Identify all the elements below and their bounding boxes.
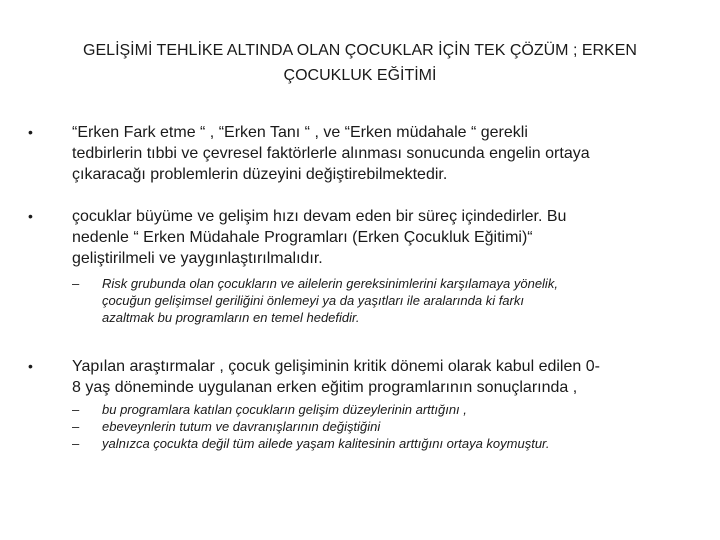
sub-bullet-item	[72, 275, 694, 326]
sub-bullet-item	[72, 401, 694, 418]
bullet-text-line: 8 yaş döneminde uygulanan erken eğitim programlarının sonuçlarında ,	[72, 379, 578, 396]
sub-bullet-text-line: yalnızca çocukta değil tüm ailede yaşam kalitesinin arttığını ortaya koymuştur.	[102, 436, 550, 451]
sub-bullet-text-line: çocuğun gelişimsel geriliğini önlemeyi ya da yaşıtları ile aralarında ki farkı	[102, 293, 524, 308]
bullet-marker: •	[28, 124, 33, 140]
bullet-item	[28, 206, 694, 269]
bullet-text-line: “Erken Fark etme “ , “Erken Tanı “ , ve “Erken müdahale “ gerekli	[72, 124, 528, 141]
sub-bullet-text-line: Risk grubunda olan çocukların ve ailelerin gereksinimlerini karşılamaya yönelik,	[102, 276, 558, 291]
bullet-marker: •	[28, 208, 33, 224]
slide-title-line-1: GELİŞİMİ TEHLİKE ALTINDA OLAN ÇOCUKLAR İÇİN TEK ÇÖZÜM ; ERKEN	[83, 42, 637, 59]
sub-bullet-item	[72, 435, 694, 452]
bullet-text-line: çıkaracağı problemlerin düzeyini değiştirebilmektedir.	[72, 166, 448, 183]
bullet-text-line: geliştirilmeli ve yaygınlaştırılmalıdır.	[72, 250, 323, 267]
bullet-text-line: çocuklar büyüme ve gelişim hızı devam eden bir süreç içindedirler. Bu	[72, 208, 567, 225]
sub-bullet-marker: –	[72, 402, 80, 417]
slide-title-line-2: ÇOCUKLUK EĞİTİMİ	[283, 67, 437, 84]
bullet-item	[28, 356, 694, 398]
sub-bullet-text-line: ebeveynlerin tutum ve davranışlarının değiştiğini	[102, 419, 381, 434]
bullet-text-line: Yapılan araştırmalar , çocuk gelişiminin kritik dönemi olarak kabul edilen 0-	[72, 358, 600, 375]
sub-bullet-marker: –	[72, 419, 80, 434]
bullet-marker: •	[28, 358, 33, 374]
sub-bullet-item	[72, 418, 694, 435]
sub-bullet-text-line: azaltmak bu programların en temel hedefidir.	[102, 310, 360, 325]
bullet-text-line: nedenle “ Erken Müdahale Programları (Erken Çocukluk Eğitimi)“	[72, 229, 533, 246]
bullet-item	[28, 122, 694, 185]
sub-bullet-marker: –	[72, 436, 80, 451]
sub-bullet-text-line: bu programlara katılan çocukların gelişim düzeylerinin arttığını ,	[102, 402, 467, 417]
slide-content	[28, 122, 694, 452]
slide-title	[60, 38, 660, 88]
bullet-text-line: tedbirlerin tıbbi ve çevresel faktörlerle alınması sonucunda engelin ortaya	[72, 145, 590, 162]
sub-bullet-marker: –	[72, 276, 80, 291]
